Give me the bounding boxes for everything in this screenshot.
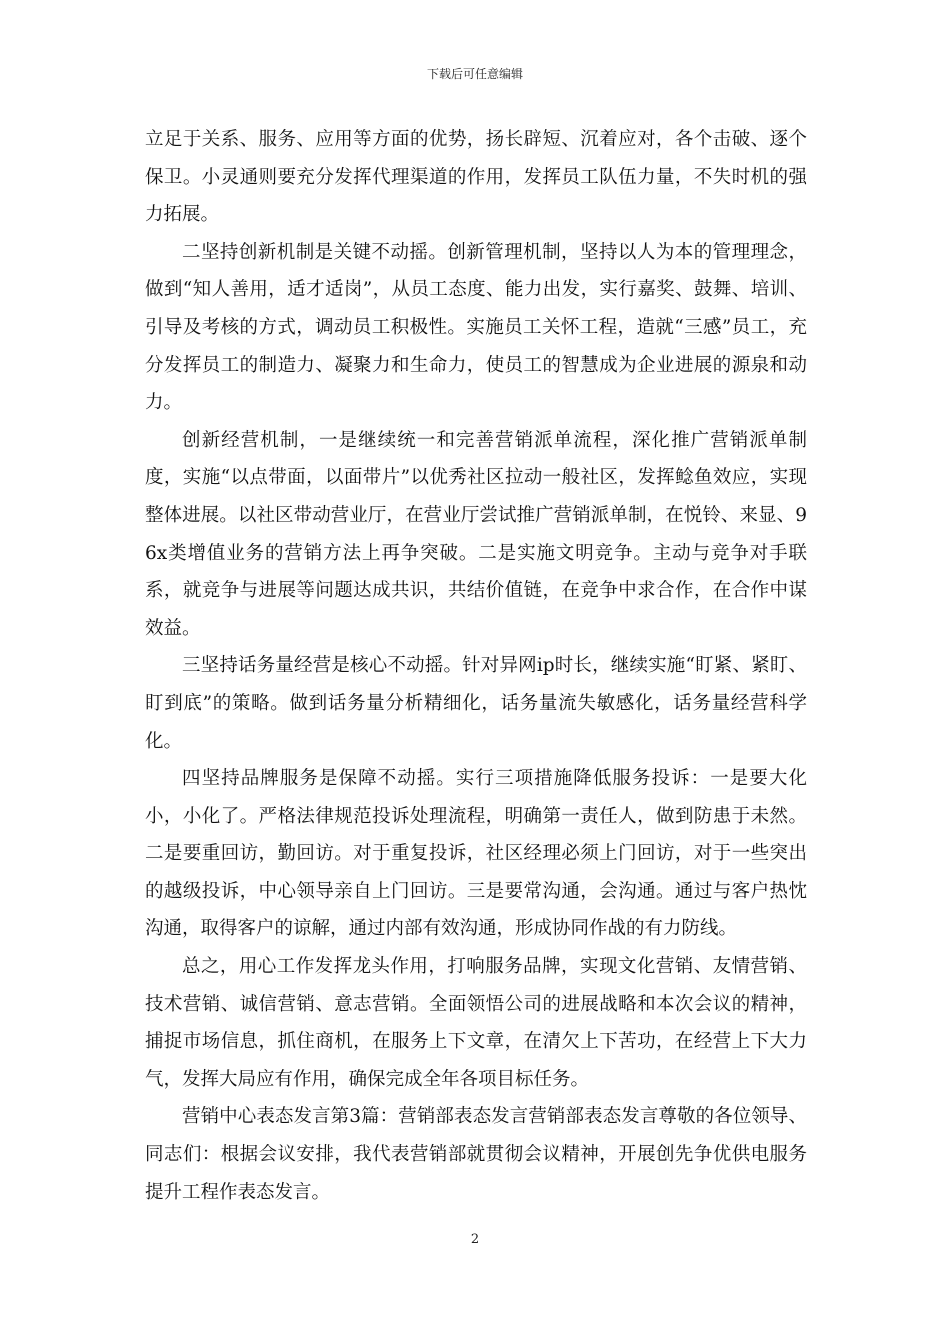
paragraph-1: 立足于关系、服务、应用等方面的优势，扬长辟短、沉着应对，各个击破、逐个保卫。小灵通则要充分发挥代理渠道的作用，发挥员工队伍力量，不失时机的强力拓展。 (145, 129, 807, 226)
paragraph-3: 创新经营机制，一是继续统一和完善营销派单流程，深化推广营销派单制度，实施“以点带面，以面带片”以优秀社区拉动一般社区，发挥鲶鱼效应，实现整体进展。以社区带动营业厅，在营业厅尝试推广营销派单制，在悦铃、来显、96x类增值业务的营销方法上再争突破。二是实施文明竞争。主动与竞争对手联系，就竞争与进展等问题达成共识，共结价值链，在竞争中求合作，在合作中谋效益。 (145, 429, 807, 639)
page-number: 2 (470, 1232, 480, 1247)
paragraph-4: 三坚持话务量经营是核心不动摇。针对异网ip时长，继续实施“盯紧、紧盯、盯到底”的策略。做到话务量分析精细化，话务量流失敏感化，话务量经营科学化。 (145, 655, 807, 752)
page-header: 下载后可任意编辑 (426, 67, 523, 81)
paragraph-7: 营销中心表态发言第3篇：营销部表态发言营销部表态发言尊敬的各位领导、同志们：根据会议安排，我代表营销部就贯彻会议精神，开展创先争优供电服务提升工程作表态发言。 (145, 1106, 807, 1203)
paragraph-5: 四坚持品牌服务是保障不动摇。实行三项措施降低服务投诉：一是要大化小，小化了。严格法律规范投诉处理流程，明确第一责任人，做到防患于未然。二是要重回访，勤回访。对于重复投诉，社区经理必须上门回访，对于一些突出的越级投诉，中心领导亲自上门回访。三是要常沟通，会沟通。通过与客户热忱沟通，取得客户的谅解，通过内部有效沟通，形成协同作战的有力防线。 (145, 768, 807, 940)
paragraph-2: 二坚持创新机制是关键不动摇。创新管理机制，坚持以人为本的管理理念，做到“知人善用，适才适岗”，从员工态度、能力出发，实行嘉奖、鼓舞、培训、引导及考核的方式，调动员工积极性。实施员工关怀工程，造就“三感”员工，充分发挥员工的制造力、凝聚力和生命力，使员工的智慧成为企业进展的源泉和动力。 (145, 241, 807, 414)
document-body (145, 121, 807, 1211)
paragraph-6: 总之，用心工作发挥龙头作用，打响服务品牌，实现文化营销、友情营销、技术营销、诚信营销、意志营销。全面领悟公司的进展战略和本次会议的精神，捕捉市场信息，抓住商机，在服务上下文章，在清欠上下苦功，在经营上下大力气，发挥大局应有作用，确保完成全年各项目标任务。 (145, 956, 807, 1090)
